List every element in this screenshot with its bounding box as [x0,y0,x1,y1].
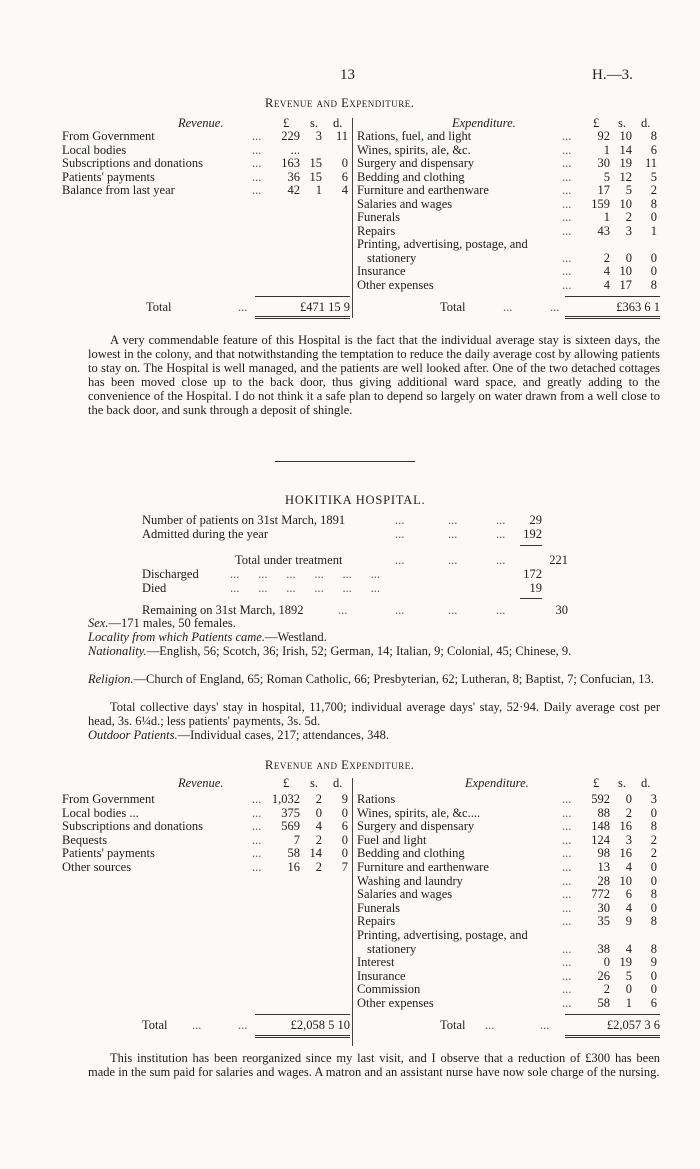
revenue-item-amount-pounds: 36 [287,169,300,184]
expenditure-item-amount-pence: 0 [650,250,657,265]
total-double-rule [255,1035,350,1038]
total-rule [565,1014,660,1015]
expenditure-item-amount-pounds: 43 [597,223,610,238]
pound-header: £ [283,116,290,130]
expenditure-item-amount-shillings: 6 [625,887,632,902]
expenditure-heading: Expenditure. [465,776,529,790]
stat-value: 221 [549,553,568,567]
expenditure-item-label: stationery [367,941,417,956]
expenditure-item-amount-pence: 8 [650,914,657,929]
revenue-item-amount-pence: 0 [341,846,348,861]
expenditure-item-amount-pounds: 772 [591,887,610,902]
expenditure-item-amount-pence: 9 [650,955,657,970]
expenditure-item-amount-shillings: 1 [625,996,632,1010]
expenditure-item-amount-pounds: 4 [603,264,610,278]
expenditure-item-amount-pounds: 2 [603,250,610,265]
revenue-item-label: Other sources [62,860,132,874]
total-rule [255,1014,350,1015]
pound-header: £ [283,776,290,790]
expenditure-item-amount-pence: 6 [650,142,657,157]
expenditure-item-amount-shillings: 10 [619,129,632,143]
expenditure-item-amount-shillings: 19 [619,955,632,970]
revenue-item-amount-pounds: 569 [281,819,300,834]
expenditure-item-amount-pounds: 1 [603,210,610,224]
expenditure-item-amount-pounds: 5 [603,169,610,184]
table-title: Revenue and Expenditure. [265,96,415,110]
pound-header: £ [593,116,600,130]
stat-value: 192 [523,527,542,541]
stat-value: 30 [555,603,568,617]
revenue-item-amount-pence: 6 [341,169,348,184]
expenditure-item-label: Other expenses [357,277,434,292]
revenue-item-amount-pence: 0 [341,805,348,820]
sex-line: Sex.—171 males, 50 females. [88,616,236,630]
expenditure-item-amount-pence: 1 [650,223,657,238]
expenditure-item-amount-shillings: 0 [625,792,632,806]
expenditure-heading: Expenditure. [452,116,516,130]
expenditure-item-label: Wines, spirits, ale, &c. [357,142,471,157]
expenditure-item-label: Printing, advertising, postage, and [357,237,528,251]
document-reference: H.—3. [592,67,633,83]
revenue-item-amount-pounds: 1,032 [271,792,300,806]
revenue-item-amount-pence: 0 [341,832,348,847]
stat-value: 172 [523,567,542,581]
expenditure-item-amount-shillings: 16 [619,846,632,861]
expenditure-item-amount-pence: 8 [650,196,657,211]
expenditure-item-label: Interest [357,955,395,970]
expenditure-item-label: Printing, advertising, postage, and [357,928,528,942]
revenue-item-amount-pence: 0 [341,156,348,170]
revenue-item-amount-pence: 11 [335,129,348,143]
expenditure-item-label: Insurance [357,968,406,983]
revenue-total-value: £471 15 9 [300,300,350,314]
expenditure-item-amount-pounds: 92 [597,129,610,143]
revenue-item-label: Patients' payments [62,846,155,861]
expenditure-total-value: £363 6 1 [616,300,660,314]
expenditure-item-amount-pounds: 30 [597,900,610,915]
expenditure-item-amount-pounds: 88 [597,805,610,820]
expenditure-item-amount-pence: 0 [650,968,657,983]
stat-value: 19 [529,581,542,595]
expenditure-item-amount-pence: 8 [650,129,657,143]
shilling-header: s. [310,776,318,790]
expenditure-item-label: Repairs [357,914,396,929]
expenditure-item-amount-shillings: 4 [625,941,632,956]
outdoor-line: Outdoor Patients.—Individual cases, 217; attendances, 348. [88,728,389,742]
revenue-item-amount-shillings: 2 [315,860,322,874]
locality-line: Locality from which Patients came.—Westland. [88,630,327,644]
expenditure-item-amount-shillings: 3 [625,832,632,847]
expenditure-item-label: Repairs [357,223,396,238]
expenditure-item-label: Bedding and clothing [357,846,465,861]
stat-label: Discharged [142,567,199,581]
revenue-item-amount-pence: 9 [341,792,348,806]
subtotal-rule [520,545,542,546]
revenue-heading: Revenue. [178,776,224,790]
expenditure-item-amount-shillings: 16 [619,819,632,834]
expenditure-item-amount-pounds: 28 [597,873,610,888]
revenue-item-label: Subscriptions and donations [62,819,203,834]
expenditure-item-label: Funerals [357,210,401,224]
page-number: 13 [340,67,355,83]
expenditure-item-amount-pounds: 4 [603,277,610,292]
expenditure-item-label: Salaries and wages [357,887,453,902]
revenue-total-label: Total [142,1018,168,1032]
subtotal-rule [520,598,542,599]
stat-label: Died [142,581,167,595]
expenditure-item-amount-pence: 0 [650,982,657,997]
pence-header: d. [641,116,651,130]
column-divider [352,778,353,1046]
paragraph-hospital-remarks: A very commendable feature of this Hospital is the fact that the individual average stay is sixteen days, the lowest in the colony, and that notwithstanding the temptation to reduce the daily average cost by allowing patients to stay on. The Hospital is well managed, and the patients are well looked after. One of the two detached cottages has been moved close up to the back door, thus giving additional ward space, and greatly adding to the convenience of the Hospital. I do not think it a safe plan to depend so largely on water drawn from a well close to the back door, and sunk through a deposit of shingle. [88,333,660,417]
expenditure-total-label: Total [440,1018,466,1032]
expenditure-item-amount-pounds: 1 [603,142,610,157]
expenditure-item-amount-pence: 6 [650,996,657,1010]
revenue-item-label: Local bodies ... [62,805,139,820]
revenue-item-label: Patients' payments [62,169,155,184]
expenditure-item-amount-pence: 0 [650,860,657,874]
expenditure-item-label: Salaries and wages [357,196,453,211]
expenditure-item-amount-pounds: 38 [597,941,610,956]
expenditure-item-amount-shillings: 10 [619,196,632,211]
expenditure-item-amount-pounds: 35 [597,914,610,929]
expenditure-item-label: Funerals [357,900,401,915]
religion-line: Religion.—Church of England, 65; Roman Catholic, 66; Presbyterian, 62; Lutheran, 8; Baptist, 7; Confucian, 13. [88,672,654,686]
expenditure-item-amount-pence: 11 [644,156,657,170]
revenue-item-amount-pounds: 7 [293,832,300,847]
revenue-item-label: From Government [62,129,155,143]
expenditure-item-amount-shillings: 0 [625,982,632,997]
expenditure-item-amount-shillings: 5 [625,968,632,983]
revenue-item-amount-shillings: 0 [315,805,322,820]
expenditure-item-amount-pounds: 58 [597,996,610,1010]
expenditure-item-amount-pence: 2 [650,183,657,197]
expenditure-item-amount-pounds: 159 [591,196,610,211]
pound-header: £ [593,776,600,790]
revenue-item-amount-shillings: 2 [315,832,322,847]
expenditure-total-value: £2,057 3 6 [606,1018,660,1032]
expenditure-item-amount-shillings: 2 [625,210,632,224]
expenditure-item-label: Rations [357,792,396,806]
stat-value: 29 [529,513,542,527]
expenditure-item-amount-shillings: 5 [625,183,632,197]
revenue-item-amount-pence: 4 [341,183,348,197]
expenditure-item-amount-shillings: 0 [625,250,632,265]
expenditure-item-label: Wines, spirits, ale, &c.... [357,805,481,820]
expenditure-item-amount-shillings: 4 [625,900,632,915]
expenditure-item-label: Commission [357,982,421,997]
expenditure-item-amount-shillings: 19 [619,156,632,170]
expenditure-item-label: Furniture and earthenware [357,183,489,197]
expenditure-item-amount-pounds: 13 [597,860,610,874]
expenditure-item-amount-shillings: 10 [619,264,632,278]
expenditure-item-amount-pence: 8 [650,277,657,292]
revenue-item-amount-pence: 7 [341,860,348,874]
revenue-item-amount-shillings: 15 [309,169,322,184]
expenditure-item-amount-pence: 8 [650,819,657,834]
expenditure-item-label: Insurance [357,264,406,278]
expenditure-item-amount-pounds: 592 [591,792,610,806]
revenue-item-label: Subscriptions and donations [62,156,203,170]
stat-label: Remaining on 31st March, 1892 [142,603,304,617]
revenue-item-label: Bequests [62,832,108,847]
revenue-item-amount-shillings: 3 [315,129,322,143]
expenditure-item-amount-pence: 5 [650,169,657,184]
expenditure-item-label: Bedding and clothing [357,169,465,184]
expenditure-item-label: Surgery and dispensary [357,819,475,834]
expenditure-item-amount-pounds: 26 [597,968,610,983]
expenditure-item-label: Furniture and earthenware [357,860,489,874]
expenditure-item-amount-shillings: 2 [625,805,632,820]
table-title: Revenue and Expenditure. [265,758,415,772]
total-rule [565,296,660,297]
nationality-line: Nationality.—English, 56; Scotch, 36; Irish, 52; German, 14; Italian, 9; Colonial, 45; Chinese, 9. [88,644,572,658]
expenditure-item-amount-shillings: 12 [619,169,632,184]
pence-header: d. [333,116,343,130]
shilling-header: s. [310,116,318,130]
expenditure-item-amount-pence: 2 [650,832,657,847]
expenditure-item-amount-pence: 3 [650,792,657,806]
expenditure-item-amount-shillings: 4 [625,860,632,874]
revenue-item-label: From Government [62,792,155,806]
expenditure-item-amount-shillings: 17 [619,277,632,292]
revenue-item-amount-pounds: 16 [287,860,300,874]
total-double-rule [565,316,660,319]
expenditure-total-label: Total [440,300,466,314]
expenditure-item-label: Fuel and light [357,832,427,847]
revenue-heading: Revenue. [178,116,224,130]
expenditure-item-amount-pence: 0 [650,873,657,888]
stat-label: Admitted during the year [142,527,269,541]
revenue-item-amount-pounds: 163 [281,156,300,170]
revenue-item-label: Balance from last year [62,183,175,197]
expenditure-item-amount-pounds: 98 [597,846,610,861]
expenditure-item-label: Washing and laundry [357,873,463,888]
stay-line: Total collective days' stay in hospital, 11,700; individual average days' stay, 52·94. Daily average cost per head, 3s. 6¼d.; less patients' payments, 3s. 5d. [88,700,660,728]
expenditure-item-amount-pence: 2 [650,846,657,861]
expenditure-item-amount-pence: 0 [650,210,657,224]
expenditure-item-amount-pence: 0 [650,900,657,915]
revenue-item-amount-pounds: 375 [281,805,300,820]
expenditure-item-amount-pence: 8 [650,941,657,956]
expenditure-item-label: Surgery and dispensary [357,156,475,170]
revenue-item-label: Local bodies [62,142,127,157]
expenditure-item-amount-shillings: 10 [619,873,632,888]
expenditure-item-amount-pence: 0 [650,805,657,820]
revenue-total-value: £2,058 5 10 [290,1018,350,1032]
shilling-header: s. [618,776,626,790]
column-divider [352,118,353,318]
revenue-item-amount-shillings: 4 [315,819,322,834]
revenue-total-label: Total [146,300,172,314]
revenue-item-amount-shillings: 1 [315,183,322,197]
expenditure-item-amount-pounds: 17 [597,183,610,197]
pence-header: d. [333,776,343,790]
pence-header: d. [641,776,651,790]
expenditure-item-amount-pounds: 0 [603,955,610,970]
paragraph-reorganization: This institution has been reorganized since my last visit, and I observe that a reduction of £300 has been made in the sum paid for salaries and wages. A matron and an assistant nurse have now sole charge of the nursing. [88,1051,660,1079]
shilling-header: s. [618,116,626,130]
revenue-item-amount-pounds: ... [290,142,300,157]
revenue-item-amount-pounds: 42 [287,183,300,197]
expenditure-item-amount-pence: 8 [650,887,657,902]
expenditure-item-amount-shillings: 14 [619,142,632,157]
revenue-item-amount-shillings: 15 [309,156,322,170]
section-title: HOKITIKA HOSPITAL. [285,493,426,507]
stat-label: Total under treatment [235,553,343,567]
revenue-item-amount-shillings: 2 [315,792,322,806]
stat-label: Number of patients on 31st March, 1891 [142,513,346,527]
expenditure-item-amount-pounds: 124 [591,832,610,847]
expenditure-item-amount-shillings: 3 [625,223,632,238]
expenditure-item-amount-pounds: 30 [597,156,610,170]
expenditure-item-label: Other expenses [357,996,434,1010]
expenditure-item-label: Rations, fuel, and light [357,129,472,143]
expenditure-item-label: stationery [367,250,417,265]
revenue-item-amount-pounds: 58 [287,846,300,861]
section-divider [275,461,415,462]
total-rule [255,296,350,297]
expenditure-item-amount-pounds: 2 [603,982,610,997]
expenditure-item-amount-pounds: 148 [591,819,610,834]
revenue-item-amount-shillings: 14 [309,846,322,861]
expenditure-item-amount-pence: 0 [650,264,657,278]
total-double-rule [565,1035,660,1038]
total-double-rule [255,316,350,319]
revenue-item-amount-pence: 6 [341,819,348,834]
revenue-item-amount-pounds: 229 [281,129,300,143]
expenditure-item-amount-shillings: 9 [625,914,632,929]
